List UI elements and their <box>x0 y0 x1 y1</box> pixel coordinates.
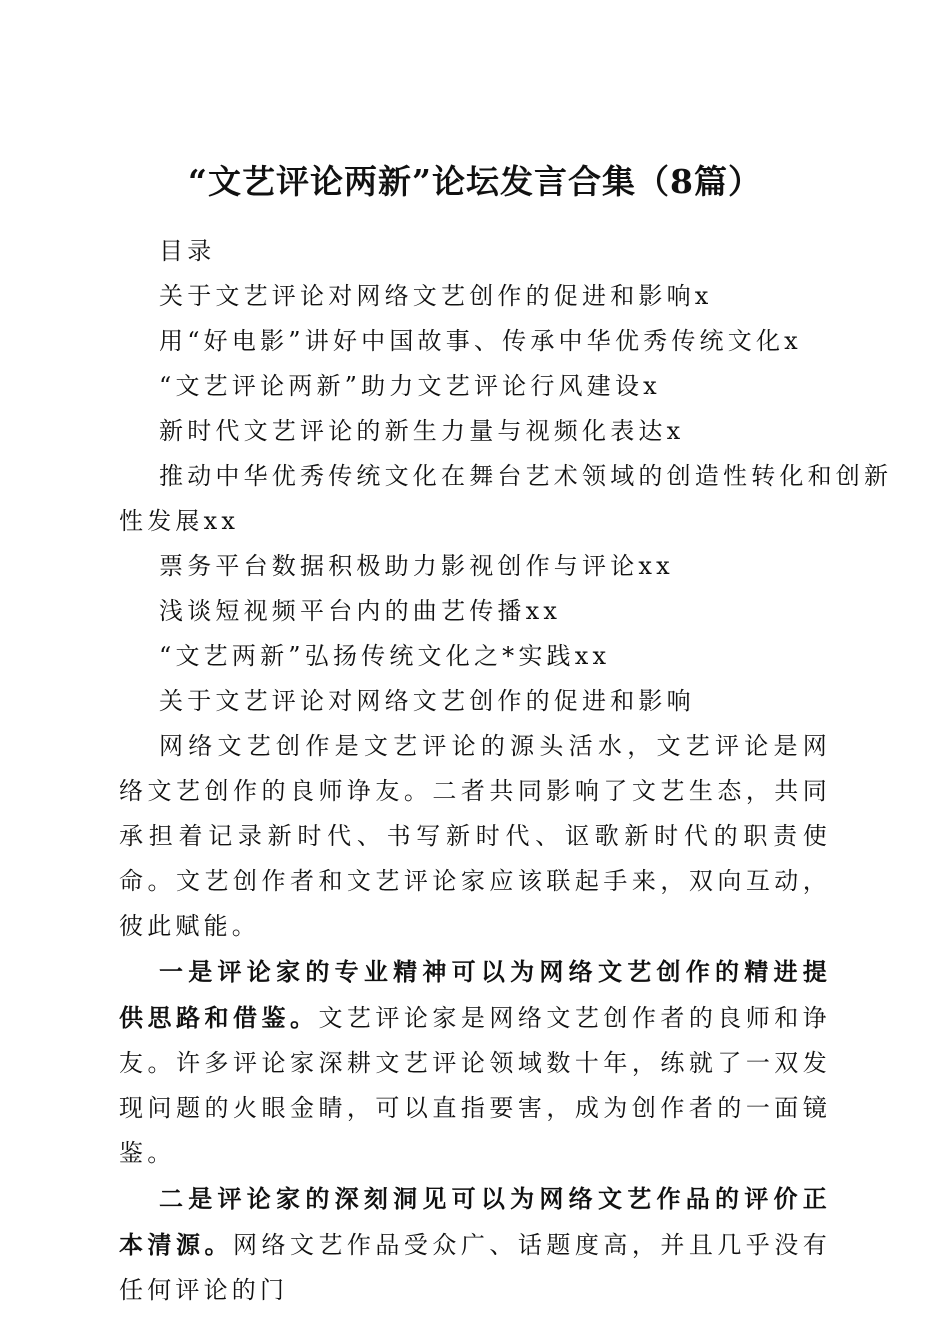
toc-heading: 目录 <box>159 237 216 265</box>
toc-item: 用“好电影”讲好中国故事、传承中华优秀传统文化x <box>159 327 802 355</box>
body-paragraph <box>119 949 831 1176</box>
paragraph-text: 网络文艺作品受众广、话题度高，并且几乎没有任何评论的门 <box>119 1231 831 1304</box>
paragraph-text: 文艺评论家是网络文艺创作者的良师和诤友。许多评论家深耕文艺评论领域数十年，练就了一双发现问题的火眼金睛，可以直指要害，成为创作者的一面镜鉴。 <box>119 1004 831 1167</box>
toc-item-continuation: 性发展xx <box>119 507 240 535</box>
toc-item: 新时代文艺评论的新生力量与视频化表达x <box>159 417 685 445</box>
toc-item: 关于文艺评论对网络文艺创作的促进和影响x <box>159 282 713 310</box>
toc-item: 推动中华优秀传统文化在舞台艺术领域的创造性转化和创新 <box>159 462 893 490</box>
toc-item: 浅谈短视频平台内的曲艺传播xx <box>159 597 562 625</box>
body-paragraph <box>119 1176 831 1313</box>
document-body <box>119 229 893 1313</box>
paragraph-lead: 二是评论家的深刻洞见可以为网络文艺作品的评价正本清源。 <box>119 1184 831 1259</box>
body-paragraph <box>119 724 831 949</box>
document-title: “文艺评论两新”论坛发言合集（8篇） <box>188 162 762 202</box>
section-heading: 关于文艺评论对网络文艺创作的促进和影响 <box>159 687 695 715</box>
toc-item: “文艺评论两新”助力文艺评论行风建设x <box>159 372 661 400</box>
toc-item: “文艺两新”弘扬传统文化之*实践xx <box>159 642 611 670</box>
paragraph-lead: 一是评论家的专业精神可以为网络文艺创作的精进提供思路和借鉴。 <box>119 957 831 1032</box>
toc-item: 票务平台数据积极助力影视创作与评论xx <box>159 552 674 580</box>
paragraph-text: 网络文艺创作是文艺评论的源头活水，文艺评论是网络文艺创作的良师诤友。二者共同影响了文艺生态，共同承担着记录新时代、书写新时代、讴歌新时代的职责使命。文艺创作者和文艺评论家应该联起手来，双向互动，彼此赋能。 <box>119 732 831 940</box>
